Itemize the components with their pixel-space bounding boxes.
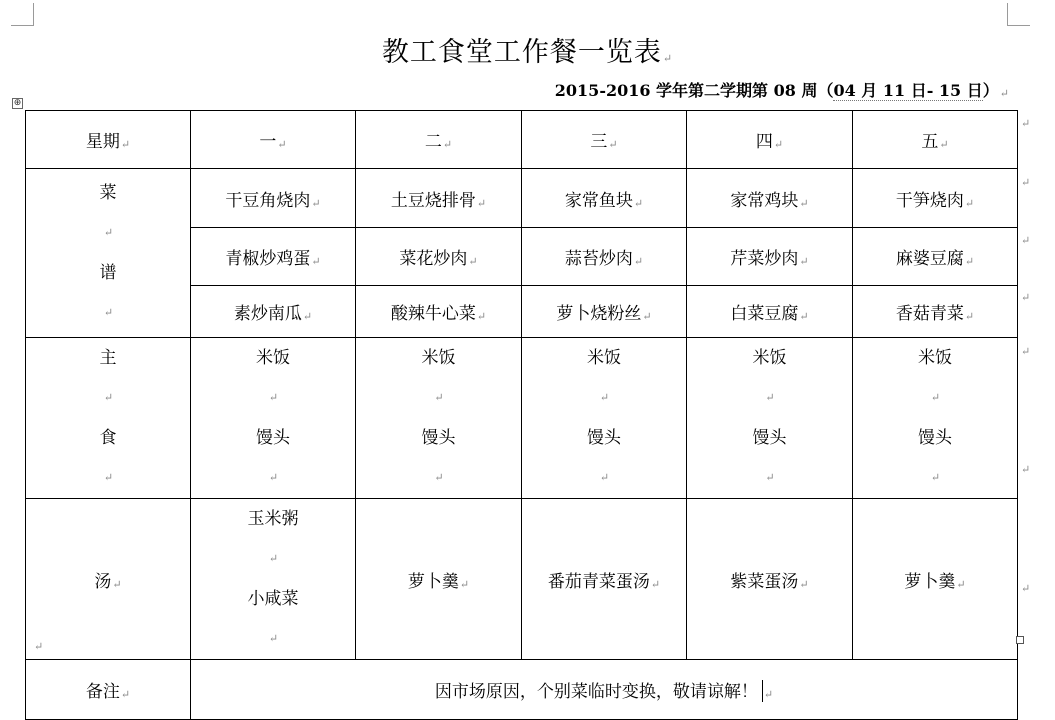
subtitle-suffix: ） [982,81,999,100]
row-end-mark: ↵ [1021,345,1031,358]
day-header-cell[interactable] [522,111,687,169]
dish-cell[interactable]: 家常鱼块↵ [522,169,687,228]
weekday-label-cell[interactable] [26,111,191,169]
subtitle-prefix: 2015-2016 学年第二学期第 08 周（ [554,81,834,100]
staple-cell[interactable]: 米饭 ↵ 馒头 ↵ [853,338,1018,499]
dish-cell[interactable]: 蒜苔炒肉↵ [522,228,687,286]
remarks-text: 因市场原因，个别菜临时变换，敬请谅解！ [434,682,758,702]
dish-cell[interactable]: 土豆烧排骨↵ [356,169,522,228]
header-row [26,111,1018,169]
dish-cell[interactable]: 麻婆豆腐↵ [853,228,1018,286]
staple-cell[interactable]: 米饭 ↵ 馒头 ↵ [191,338,356,499]
staple-label-char: 主 ↵ [99,348,117,404]
dish-cell[interactable]: 香菇青菜↵ [853,286,1018,338]
remarks-text-cell[interactable]: 因市场原因，个别菜临时变换，敬请谅解！ ↵ [191,660,1018,720]
dish-cell[interactable]: 酸辣牛心菜↵ [356,286,522,338]
document-title[interactable] [0,30,1055,69]
soup-cell[interactable]: 玉米粥 ↵ 小咸菜 ↵ [191,499,356,660]
soup-cell[interactable]: 紫菜蛋汤↵ [687,499,853,660]
staple-cell[interactable]: 米饭 ↵ 馒头 ↵ [356,338,522,499]
cell-mark: ↵ [277,138,287,151]
remarks-label-cell[interactable]: 备注↵ [26,660,191,720]
table-resize-handle[interactable] [1016,636,1024,644]
staple-label-char: 食 ↵ [99,428,117,484]
text-cursor [762,680,763,702]
dish-cell[interactable]: 菜花炒肉↵ [356,228,522,286]
day-header: 五 [921,132,939,152]
staple-cell[interactable]: 米饭 ↵ 馒头 ↵ [522,338,687,499]
soup-cell[interactable]: 萝卜羹↵ [356,499,522,660]
menu-table [25,110,1018,720]
staple-row [26,338,1018,499]
subtitle-date-range: 04 月 11 日- 15 日 [833,81,983,100]
page-corner-top-right [1007,3,1030,26]
dish-cell[interactable]: 白菜豆腐↵ [687,286,853,338]
dish-cell[interactable]: 芹菜炒肉↵ [687,228,853,286]
row-end-mark: ↵ [1021,463,1031,476]
cell-mark: ↵ [773,138,784,151]
title-text: 教工食堂工作餐一览表 [381,37,662,68]
dish-cell[interactable]: 素炒南瓜↵ [191,286,356,338]
cell-mark: ↵ [120,138,131,151]
day-header-cell[interactable] [687,111,853,169]
dishes-label-cell[interactable] [26,169,191,338]
day-header-cell[interactable] [853,111,1018,169]
dish-row [26,169,1018,228]
row-end-mark: ↵ [1021,117,1031,130]
soup-cell[interactable]: 萝卜羹↵ [853,499,1018,660]
cell-mark: ↵ [939,138,949,151]
dishes-label-char: 谱 ↵ [99,263,117,319]
row-end-mark: ↵ [1021,234,1031,247]
paragraph-mark: ↵ [662,52,674,65]
dish-cell[interactable]: 萝卜烧粉丝↵ [522,286,687,338]
day-header: 二 [424,132,442,152]
day-header-cell[interactable] [356,111,522,169]
weekday-label: 星期 [85,132,120,152]
dish-cell[interactable]: 青椒炒鸡蛋↵ [191,228,356,286]
cell-mark: ↵ [608,138,618,151]
paragraph-mark: ↵ [999,87,1009,100]
cell-mark: ↵ [442,138,453,151]
row-end-mark: ↵ [1021,291,1031,304]
dishes-label-char: 菜 ↵ [99,183,117,239]
soup-label-cell[interactable]: 汤↵ [26,499,191,660]
week-subtitle[interactable] [555,78,1009,101]
dish-cell[interactable]: 干笋烧肉↵ [853,169,1018,228]
soup-row [26,499,1018,660]
soup-cell[interactable]: 番茄青菜蛋汤↵ [522,499,687,660]
day-header: 一 [259,132,277,152]
row-end-mark: ↵ [1021,176,1031,189]
staple-cell[interactable]: 米饭 ↵ 馒头 ↵ [687,338,853,499]
staple-label-cell[interactable] [26,338,191,499]
dish-cell[interactable]: 干豆角烧肉↵ [191,169,356,228]
day-header: 三 [590,132,608,152]
day-header: 四 [755,132,773,152]
document-end-mark: ↵ [34,640,44,653]
row-end-mark: ↵ [1021,582,1031,595]
dish-cell[interactable]: 家常鸡块↵ [687,169,853,228]
day-header-cell[interactable] [191,111,356,169]
page-corner-top-left [11,3,34,26]
table-move-handle-icon[interactable]: ⊕ [13,98,22,108]
